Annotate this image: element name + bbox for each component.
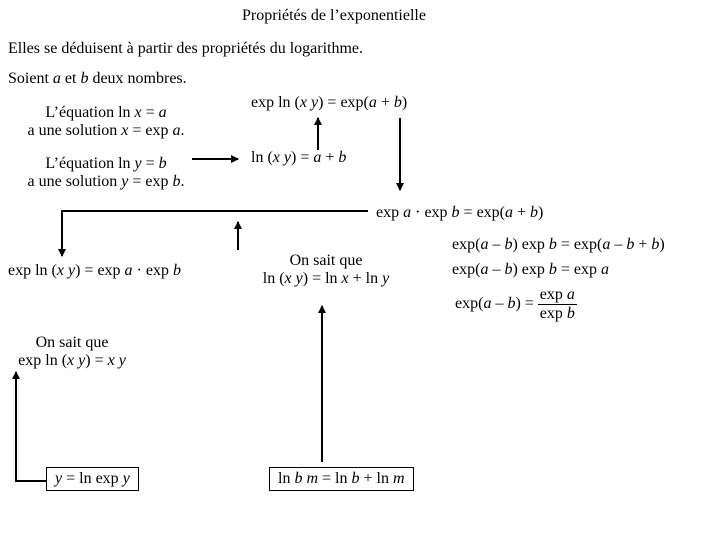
- quotient-line-3: exp(a – b) = $\frac{\text{exp a}}{\text{exp b}}$: [455, 286, 575, 322]
- intro-text: Elles se déduisent à partir des propriétés du logarithme.: [8, 40, 364, 57]
- hypothesis-text: Soient a et b deux nombres.: [8, 70, 187, 87]
- quotient-line-2: exp(a – b) exp b = exp a: [452, 261, 609, 278]
- arrow-up-to-known-exp-ln: [16, 372, 46, 481]
- ln-sum: ln (x y) = a + b: [251, 149, 347, 166]
- box-ln-product: ln b m = ln b + ln m: [269, 467, 414, 491]
- arrow-left-to-exp-ln-product: [62, 211, 368, 256]
- box-ln-exp: y = ln exp y: [46, 467, 139, 491]
- known-ln-product: On sait que ln (x y) = ln x + ln y: [262, 252, 390, 288]
- quotient-line-1: exp(a – b) exp b = exp(a – b + b): [452, 236, 665, 253]
- equation-ln-y: L’équation ln y = b a une solution y = exp b.: [27, 155, 185, 191]
- product-rule: exp a · exp b = exp(a + b): [376, 204, 544, 221]
- known-exp-ln: On sait que exp ln (x y) = x y: [18, 334, 126, 370]
- exp-ln-product: exp ln (x y) = exp a · exp b: [8, 262, 181, 279]
- equation-ln-x: L’équation ln x = a a une solution x = exp a.: [27, 104, 185, 140]
- quotient-fraction: $\frac{\text{exp a}}{\text{exp b}}$: [539, 286, 575, 322]
- page-title: Propriétés de l’exponentielle: [242, 7, 426, 24]
- exp-ln-sum: exp ln (x y) = exp(a + b): [251, 94, 408, 111]
